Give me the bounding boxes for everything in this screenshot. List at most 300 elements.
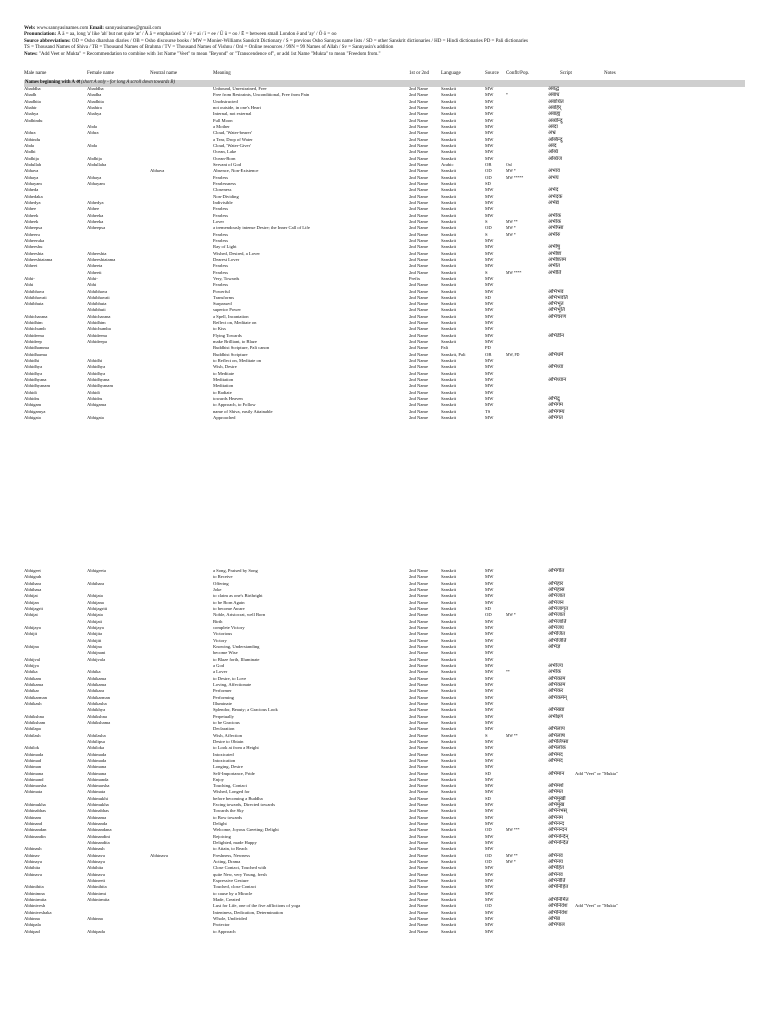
order-cell: 2nd Name — [409, 802, 429, 808]
script-cell: अभिलिप्सा — [548, 738, 569, 745]
order-cell: 2nd Name — [409, 377, 429, 383]
order-cell: 2nd Name — [409, 713, 429, 719]
male-name-cell: Abhra — [24, 130, 36, 136]
table-row — [0, 415, 768, 421]
language-cell: Sanskrit — [441, 370, 457, 376]
source-cell: SD — [485, 795, 491, 801]
meaning-cell: to Meditate — [213, 370, 235, 376]
language-cell: Sanskrit — [441, 256, 457, 262]
order-cell: 2nd Name — [409, 155, 429, 161]
script-cell: अभिज्ञ — [548, 643, 561, 650]
language-cell: Sanskrit — [441, 783, 457, 789]
female-name-cell: Abhikara — [87, 688, 105, 694]
language-cell: Sanskrit — [441, 859, 457, 865]
male-name-cell: Abhijat — [24, 612, 38, 618]
order-cell: 2nd Name — [409, 643, 429, 649]
female-name-cell: Abhidhi — [87, 358, 103, 364]
order-cell: 2nd Name — [409, 688, 429, 694]
language-cell: Sanskrit — [441, 244, 457, 250]
male-name-cell: Abhihara — [24, 580, 42, 586]
source-cell: MW — [485, 878, 494, 884]
script-cell: अभीक — [548, 669, 561, 676]
female-name-cell: Abda — [87, 142, 97, 148]
table-rows-bottom — [0, 568, 768, 935]
source-text: OD = Osho dharshan diaries / OB = Osho discourse books / MW = Monier-Williams Sanskrit Dictionary / S = previous Osho Sannyas name lists / SD = other Sanskrit dictionaries / HD = Hindi dictionaries PD = Pali dictionaries — [71, 38, 528, 44]
meaning-cell: to become Aware — [213, 605, 245, 611]
order-cell: 2nd Name — [409, 814, 429, 820]
order-cell: 2nd Name — [409, 212, 429, 218]
order-cell: 2nd Name — [409, 339, 429, 345]
order-cell: Prefix — [409, 275, 421, 281]
female-name-cell: Abheeta — [87, 263, 103, 269]
meaning-cell: Freshness, Newness — [213, 852, 251, 858]
meaning-cell: before becoming a Buddha — [213, 795, 263, 801]
meaning-cell: Wished, Longed for — [213, 789, 250, 795]
order-cell: 2nd Name — [409, 111, 429, 117]
source-cell: MW — [485, 142, 494, 148]
female-name-cell: Abhinna — [87, 916, 103, 922]
script-cell: अभिनम — [548, 814, 563, 821]
source-cell: MW — [485, 783, 494, 789]
language-cell: Sanskrit — [441, 802, 457, 808]
male-name-cell: Abhava — [24, 168, 39, 174]
script-cell: अब्दा — [548, 123, 558, 130]
order-cell: 2nd Name — [409, 256, 429, 262]
meaning-cell: to Attain, to Reach — [213, 846, 248, 852]
source-cell: MW — [485, 662, 494, 668]
web-link[interactable]: www.sannyasinames.com — [36, 26, 89, 31]
conflict-cell: * — [506, 93, 508, 98]
source-cell: OD — [485, 168, 492, 174]
language-cell: Sanskrit — [441, 574, 457, 580]
language-cell: Sanskrit — [441, 593, 457, 599]
male-name-cell: Abhiman — [24, 764, 42, 770]
male-name-cell: Abhidhya — [24, 370, 43, 376]
order-cell: 2nd Name — [409, 865, 429, 871]
meaning-cell: Full Moon — [213, 117, 233, 123]
script-cell: अभिजित — [548, 631, 566, 638]
language-cell: Sanskrit — [441, 199, 457, 205]
header-notes-line — [24, 52, 744, 58]
meaning-cell: complete Victory — [213, 624, 245, 630]
language-cell: Sanskrit — [441, 852, 457, 858]
order-cell: 2nd Name — [409, 897, 429, 903]
script-cell: अभिनिर्मित — [548, 897, 569, 904]
order-cell: 2nd Name — [409, 745, 429, 751]
source-cell: SD — [485, 294, 491, 300]
source-cell: MW — [485, 307, 494, 313]
section-title: Names beginning with A — [25, 80, 75, 85]
script-cell: अभिनीति — [548, 878, 566, 885]
source-cell: S — [485, 269, 488, 275]
order-cell: 2nd Name — [409, 161, 429, 167]
order-cell: 2nd Name — [409, 884, 429, 890]
language-cell: Sanskrit — [441, 897, 457, 903]
male-name-cell: Abheeshu — [24, 244, 43, 250]
male-name-cell: Abhidhamma — [24, 345, 50, 351]
male-name-cell: Abheeruka — [24, 237, 45, 243]
script-cell: अभीरु — [548, 231, 561, 238]
meaning-cell: Rejoicing — [213, 833, 231, 839]
source-cell: MW — [485, 282, 494, 288]
script-cell: अभिगम्य — [548, 408, 565, 415]
source-cell: MW — [485, 700, 494, 706]
female-name-cell: Abhimukha — [87, 802, 109, 808]
female-name-cell: Abheeshtatama — [87, 256, 116, 262]
script-cell: अभिजन — [548, 599, 564, 606]
order-cell: 2nd Name — [409, 738, 429, 744]
language-cell: Sanskrit — [441, 149, 457, 155]
script-cell: अभिनव — [548, 852, 563, 859]
script-cell: अभिनिहित — [548, 884, 569, 891]
script-cell: अभिनभस् — [548, 808, 567, 815]
script-cell: अभिजिति — [548, 637, 567, 644]
language-cell: Sanskrit — [441, 288, 457, 294]
source-cell: MW — [485, 275, 494, 281]
male-name-cell: Abhiksham — [24, 719, 46, 725]
source-cell: MW — [485, 364, 494, 370]
source-cell: MW — [485, 377, 494, 383]
script-cell: अभिगम — [548, 402, 563, 409]
meaning-cell: Fearless — [213, 237, 229, 243]
female-name-cell: Abhimada — [87, 751, 107, 757]
source-cell: MW — [485, 897, 494, 903]
pronunciation-label: Pronunciation: — [24, 32, 57, 38]
order-cell: 2nd Name — [409, 789, 429, 795]
female-name-cell: Abhikhya — [87, 707, 106, 713]
meaning-cell: Victorious — [213, 631, 233, 637]
source-cell: SD — [485, 605, 491, 611]
email-link[interactable]: sannyasinames@gmail.com — [105, 26, 162, 31]
female-name-cell: Abheeti — [87, 269, 102, 275]
script-cell: अभिपाल — [548, 922, 565, 929]
neutral-name-cell: Abhava — [150, 168, 165, 174]
order-cell: 2nd Name — [409, 757, 429, 763]
notes-text: "Add Veet or Mukta" = Recommendation to combine with 1st Name "Veet" to mean "Beyond" or "Transcendence of", or add 1st Name "Mukta" to mean "Freedom from." — [38, 51, 381, 57]
source-cell: OD — [485, 852, 492, 858]
script-cell: अभीष्टा — [548, 250, 562, 257]
source-cell: S — [485, 732, 488, 738]
table-row — [0, 929, 768, 935]
language-cell: Sanskrit — [441, 751, 457, 757]
male-name-cell: Abhimad — [24, 757, 42, 763]
male-name-cell: Abhinaya — [24, 859, 42, 865]
male-name-cell: Abdhindu — [24, 117, 43, 123]
meaning-cell: Towards the Sky — [213, 808, 244, 814]
col-female: Female name — [87, 71, 114, 76]
meaning-cell: Unbound, Unrestrained, Free — [213, 86, 267, 91]
male-name-cell: Abhidharma — [24, 351, 47, 357]
order-cell: 2nd Name — [409, 370, 429, 376]
language-cell: Sanskrit — [441, 643, 457, 649]
order-cell: 2nd Name — [409, 808, 429, 814]
male-name-cell: Abhibhavati — [24, 294, 47, 300]
female-name-cell: Abhinandini — [87, 833, 110, 839]
meaning-cell: Intentness, Dedication, Determination — [213, 909, 283, 915]
order-cell: 2nd Name — [409, 294, 429, 300]
meaning-cell: Lover — [213, 218, 224, 224]
order-cell: 2nd Name — [409, 358, 429, 364]
source-cell: MW — [485, 631, 494, 637]
meaning-cell: Noble, Aristocrat, well Born — [213, 612, 266, 618]
script-cell: अभिहास — [548, 586, 565, 593]
meaning-cell: a God — [213, 662, 225, 668]
female-name-cell: Abhijati — [87, 618, 103, 624]
order-cell: 2nd Name — [409, 231, 429, 237]
order-cell: 2nd Name — [409, 593, 429, 599]
male-name-cell: Abheeshtatama — [24, 256, 53, 262]
language-cell: Sanskrit — [441, 377, 457, 383]
script-cell: अभिन्न — [548, 916, 560, 923]
script-cell: अभिमुखी — [548, 795, 566, 802]
conflict-cell: MW, PD — [506, 352, 520, 357]
source-label: Source abbreviations: — [24, 38, 71, 44]
script-cell: अभीक्ष्ण — [548, 713, 564, 720]
female-name-cell: Abhijvala — [87, 656, 106, 662]
male-name-cell: Abhijat — [24, 593, 38, 599]
script-cell: अबाधित — [548, 98, 564, 105]
meaning-cell: to cause by a Miracle — [213, 890, 253, 896]
male-name-cell: Abhinabhas — [24, 808, 46, 814]
col-neutral: Neutral name — [150, 71, 178, 76]
source-cell: MW — [485, 916, 494, 922]
language-cell: Sanskrit — [441, 764, 457, 770]
female-name-cell: Abhigeeta — [87, 568, 106, 573]
source-cell: MW — [485, 301, 494, 307]
col-language: Language — [441, 71, 461, 76]
script-cell: अभाव — [548, 168, 560, 175]
male-name-cell: Abhinandin — [24, 833, 46, 839]
order-cell: 2nd Name — [409, 237, 429, 243]
script-cell: अभिकर्मन् — [548, 694, 567, 701]
order-cell: 2nd Name — [409, 282, 429, 288]
male-name-cell: Abhikama — [24, 681, 44, 687]
order-cell: 2nd Name — [409, 631, 429, 637]
meaning-cell: Fearless — [213, 282, 229, 288]
column-headers — [0, 71, 768, 79]
source-cell: MW — [485, 713, 494, 719]
source-cell: OD — [485, 827, 492, 833]
source-cell: MW — [485, 637, 494, 643]
meaning-cell: Servant of God — [213, 161, 242, 167]
script-cell: अभिमद — [548, 751, 563, 758]
language-cell: Pali — [441, 345, 449, 351]
script-cell: अभिनन्दित — [548, 840, 569, 847]
script-cell: अभिमान — [548, 770, 565, 777]
male-name-cell: Abhideep — [24, 339, 42, 345]
female-name-cell: Abhikshama — [87, 719, 111, 725]
language-cell: Sanskrit — [441, 307, 457, 313]
male-name-cell: Abheeshta — [24, 250, 44, 256]
female-name-cell: Abhijata — [87, 593, 103, 599]
male-name-cell: Abhidhya — [24, 364, 43, 370]
female-name-cell: Abhimana — [87, 764, 107, 770]
female-name-cell: Abhijna — [87, 643, 102, 649]
meaning-cell: Fearless — [213, 263, 229, 269]
meaning-cell: towards Heaven — [213, 396, 243, 402]
female-name-cell: Abhimarsha — [87, 783, 110, 789]
script-cell: अभ्र — [548, 130, 556, 137]
source-cell: MW — [485, 313, 494, 319]
meaning-cell: Made, Created — [213, 897, 241, 903]
male-name-cell: Abheet — [24, 263, 38, 269]
source-cell: MW — [485, 821, 494, 827]
female-name-cell: Abadhita — [87, 98, 104, 104]
language-cell: Sanskrit — [441, 123, 457, 129]
order-cell: 2nd Name — [409, 301, 429, 307]
meaning-cell: a tremendously intense Desire; the Inner Call of Life — [213, 225, 310, 231]
male-name-cell: Abheda — [24, 187, 39, 193]
script-cell: अभिडीन — [548, 332, 564, 339]
order-cell: 2nd Name — [409, 364, 429, 370]
meaning-cell: to Kiss — [213, 326, 226, 332]
script-cell: अभिख्या — [548, 707, 565, 714]
female-name-cell: Abhipada — [87, 928, 105, 934]
script-cell: अभिमत — [548, 789, 564, 796]
meaning-cell: Touching, Contact — [213, 783, 247, 789]
meaning-cell: Illuminate — [213, 700, 232, 706]
female-name-cell: Abhijata — [87, 612, 103, 618]
source-cell: MW — [485, 117, 494, 123]
male-name-cell: Abheek — [24, 212, 39, 218]
source-cell: MW — [485, 136, 494, 142]
female-name-cell: Abhinandita — [87, 840, 110, 846]
meaning-cell: Birth — [213, 618, 223, 624]
source-cell: S — [485, 231, 488, 237]
language-cell: Sanskrit — [441, 827, 457, 833]
male-name-cell: Abhidhim — [24, 320, 43, 326]
language-cell: Sanskrit — [441, 187, 457, 193]
meaning-cell: Absence, Non-Existence — [213, 168, 259, 174]
source-cell: MW — [485, 187, 494, 193]
order-cell: 2nd Name — [409, 288, 429, 294]
female-name-cell: Abhikama — [87, 675, 107, 681]
male-name-cell: Abhedaka — [24, 193, 43, 199]
female-name-cell: Abhika — [87, 669, 101, 675]
source-cell: MW — [485, 149, 494, 155]
female-name-cell: Abhiloka — [87, 745, 105, 751]
source-cell: MW — [485, 871, 494, 877]
script-cell: अब्धीन्दु — [548, 117, 563, 124]
source-cell: MW — [485, 618, 494, 624]
script-cell: अभीषु — [548, 244, 560, 251]
language-cell: Sanskrit — [441, 580, 457, 586]
script-cell: अब्धि — [548, 149, 559, 156]
order-cell: 2nd Name — [409, 149, 429, 155]
female-name-cell: Abhayam — [87, 180, 105, 186]
language-cell: Sanskrit — [441, 865, 457, 871]
language-cell: Sanskrit — [441, 174, 457, 180]
language-cell: Sanskrit — [441, 206, 457, 212]
meaning-cell: Buddhist Scripture — [213, 351, 248, 357]
language-cell: Sanskrit — [441, 631, 457, 637]
order-cell: 2nd Name — [409, 98, 429, 104]
female-name-cell: Abhimada — [87, 757, 107, 763]
meaning-cell: to Approach, to Follow — [213, 402, 256, 408]
order-cell: 2nd Name — [409, 389, 429, 395]
language-cell: Sanskrit — [441, 732, 457, 738]
meaning-cell: make Brilliant, to Blaze — [213, 339, 257, 345]
language-cell: Sanskrit — [441, 738, 457, 744]
female-name-cell: Abhijana — [87, 599, 104, 605]
language-cell: Sanskrit — [441, 282, 457, 288]
male-name-cell: Abhideena — [24, 332, 44, 338]
order-cell: 2nd Name — [409, 193, 429, 199]
source-cell: MW — [485, 111, 494, 117]
script-cell: अभिमुख — [548, 802, 565, 809]
script-cell: अभिजय — [548, 624, 564, 631]
col-source: Source — [485, 71, 499, 76]
male-name-cell: Abdhi — [24, 149, 36, 155]
female-name-cell: Abhikshna — [87, 713, 107, 719]
script-cell: अब्बिन्दु — [548, 136, 563, 143]
order-cell: 2nd Name — [409, 574, 429, 580]
script-cell: अभिचरण — [548, 313, 567, 320]
male-name-cell: Abhinivesh — [24, 903, 46, 909]
source-cell: MW — [485, 568, 494, 573]
notes-cell: Add "Veet" or "Mukta" — [575, 903, 618, 909]
female-name-cell: Abhideena — [87, 332, 107, 338]
meaning-cell: not outside, in one's Heart — [213, 104, 261, 110]
source-cell: MW — [485, 719, 494, 725]
script-cell: अभिगीत — [548, 568, 565, 574]
script-cell: अभेदक — [548, 193, 563, 200]
language-cell: Sanskrit — [441, 726, 457, 732]
language-cell: Sanskrit — [441, 402, 457, 408]
source-cell: MW — [485, 288, 494, 294]
female-name-cell: Abhidhya — [87, 370, 106, 376]
web-label: Web: — [24, 26, 36, 31]
order-cell: 2nd Name — [409, 130, 429, 136]
meaning-cell: Protector — [213, 922, 230, 928]
language-cell: Sanskrit — [441, 814, 457, 820]
language-cell: Sanskrit — [441, 637, 457, 643]
language-cell: Sanskrit — [441, 104, 457, 110]
language-cell: Sanskrit — [441, 568, 457, 573]
male-name-cell: Abhika — [24, 669, 38, 675]
male-name-cell: Abhikarman — [24, 694, 47, 700]
language-cell: Sanskrit — [441, 212, 457, 218]
source-cell: MW — [485, 840, 494, 846]
female-name-cell: Abhimata — [87, 789, 106, 795]
language-cell: Sanskrit — [441, 168, 457, 174]
meaning-cell: to Bow towards — [213, 814, 243, 820]
female-name-cell: Abhinava — [87, 852, 105, 858]
col-script: Script — [560, 71, 572, 76]
male-name-cell: Abdullah — [24, 161, 42, 167]
order-cell: 2nd Name — [409, 599, 429, 605]
order-cell: 2nd Name — [409, 618, 429, 624]
language-cell: Sanskrit — [441, 916, 457, 922]
meaning-cell: to be Gracious — [213, 719, 240, 725]
language-cell: Sanskrit — [441, 871, 457, 877]
meaning-cell: Powerful — [213, 288, 230, 294]
meaning-cell: Offering — [213, 580, 229, 586]
order-cell: 2nd Name — [409, 142, 429, 148]
order-cell: 2nd Name — [409, 402, 429, 408]
language-cell: Sanskrit — [441, 624, 457, 630]
meaning-cell: a Song, Praised by Song — [213, 568, 258, 573]
male-name-cell: Abhayam — [24, 180, 42, 186]
language-cell: Sanskrit — [441, 700, 457, 706]
male-name-cell: Abhikam — [24, 675, 42, 681]
col-male: Male name — [24, 71, 47, 76]
conflict-cell: MW ** — [506, 853, 518, 858]
source-cell: MW — [485, 922, 494, 928]
script-cell: अभिलाष — [548, 732, 565, 739]
source-cell: MW — [485, 332, 494, 338]
order-cell: 2nd Name — [409, 104, 429, 110]
